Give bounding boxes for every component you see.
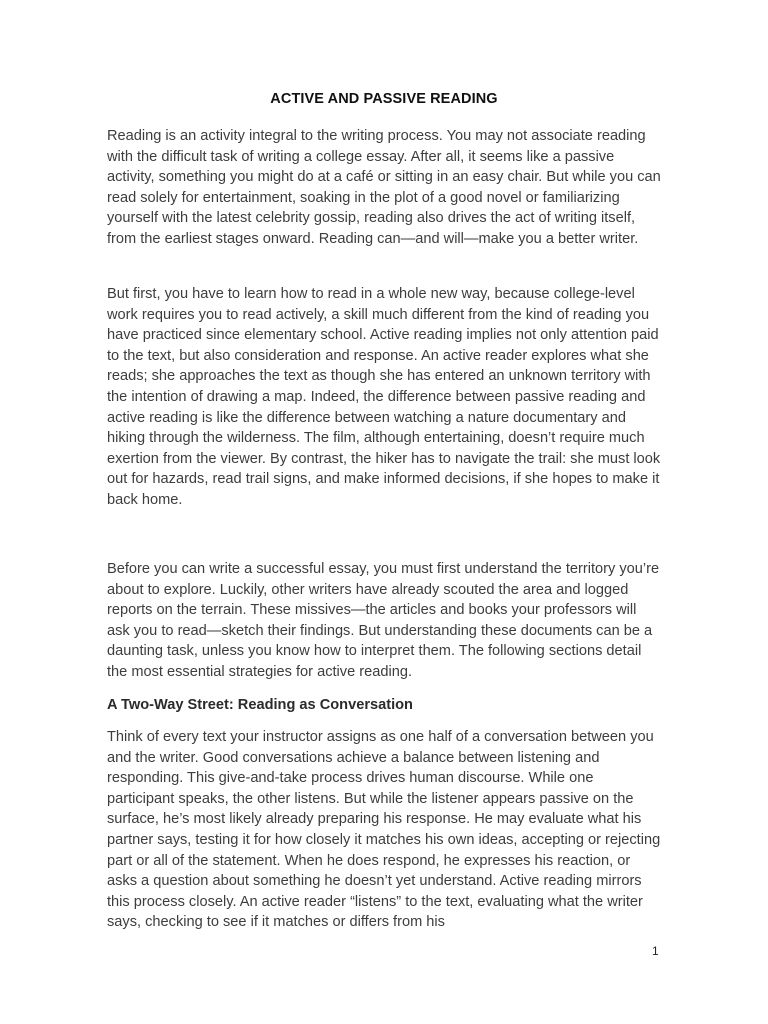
paragraph-territory: Before you can write a successful essay, you must first understand the territory you’re about to explore. Luckily, other writers have already scouted the area and logged reports on the terrain. These missives—the articles and books your professors will ask you to read—sketch their findings. But understanding these documents can be a daunting task, unless you know how to interpret them. The following sections detail the most essential strategies for active reading.: [107, 561, 660, 680]
document-title: ACTIVE AND PASSIVE READING: [270, 91, 498, 107]
page-number: 1: [652, 944, 659, 958]
paragraph-active-reading: But first, you have to learn how to read in a whole new way, because college-level work requires you to read actively, a skill much different from the kind of reading you have practiced since elementary school. Active reading implies not only attention paid to the text, but also consideration and response. An active reader explores what she reads; she approaches the text as though she has entered an unknown territory with the intention of drawing a map. Indeed, the difference between passive reading and active reading is like the difference between watching a nature documentary and hiking through the wilderness. The film, although entertaining, doesn’t require much exertion from the viewer. By contrast, the hiker has to navigate the trail: she must look out for hazards, read trail signs, and make informed decisions, if she hopes to make it back home.: [107, 286, 661, 508]
paragraph-conversation: Think of every text your instructor assigns as one half of a conversation between you and the writer. Good conversations achieve a balance between listening and responding. This give-and-take process drives human discourse. While one participant speaks, the other listens. But while the listener appears passive on the surface, he’s most likely already preparing his response. He may evaluate what his partner says, testing it for how closely it matches his own ideas, accepting or rejecting part or all of the statement. When he does respond, he expresses his reaction, or asks a question about something he doesn’t yet understand. Active reading mirrors this process closely. An active reader “listens” to the text, evaluating what the writer says, checking to see if it matches or differs from his: [107, 729, 661, 931]
section-heading: A Two-Way Street: Reading as Conversation: [107, 697, 413, 713]
paragraph-intro: Reading is an activity integral to the writing process. You may not associate reading with the difficult task of writing a college essay. After all, it seems like a passive activity, something you might do at a café or sitting in an easy chair. But while you can read solely for entertainment, soaking in the plot of a good novel or familiarizing yourself with the latest celebrity gossip, reading also drives the act of writing itself, from the earliest stages onward. Reading can—and will—make you a better writer.: [107, 128, 661, 247]
